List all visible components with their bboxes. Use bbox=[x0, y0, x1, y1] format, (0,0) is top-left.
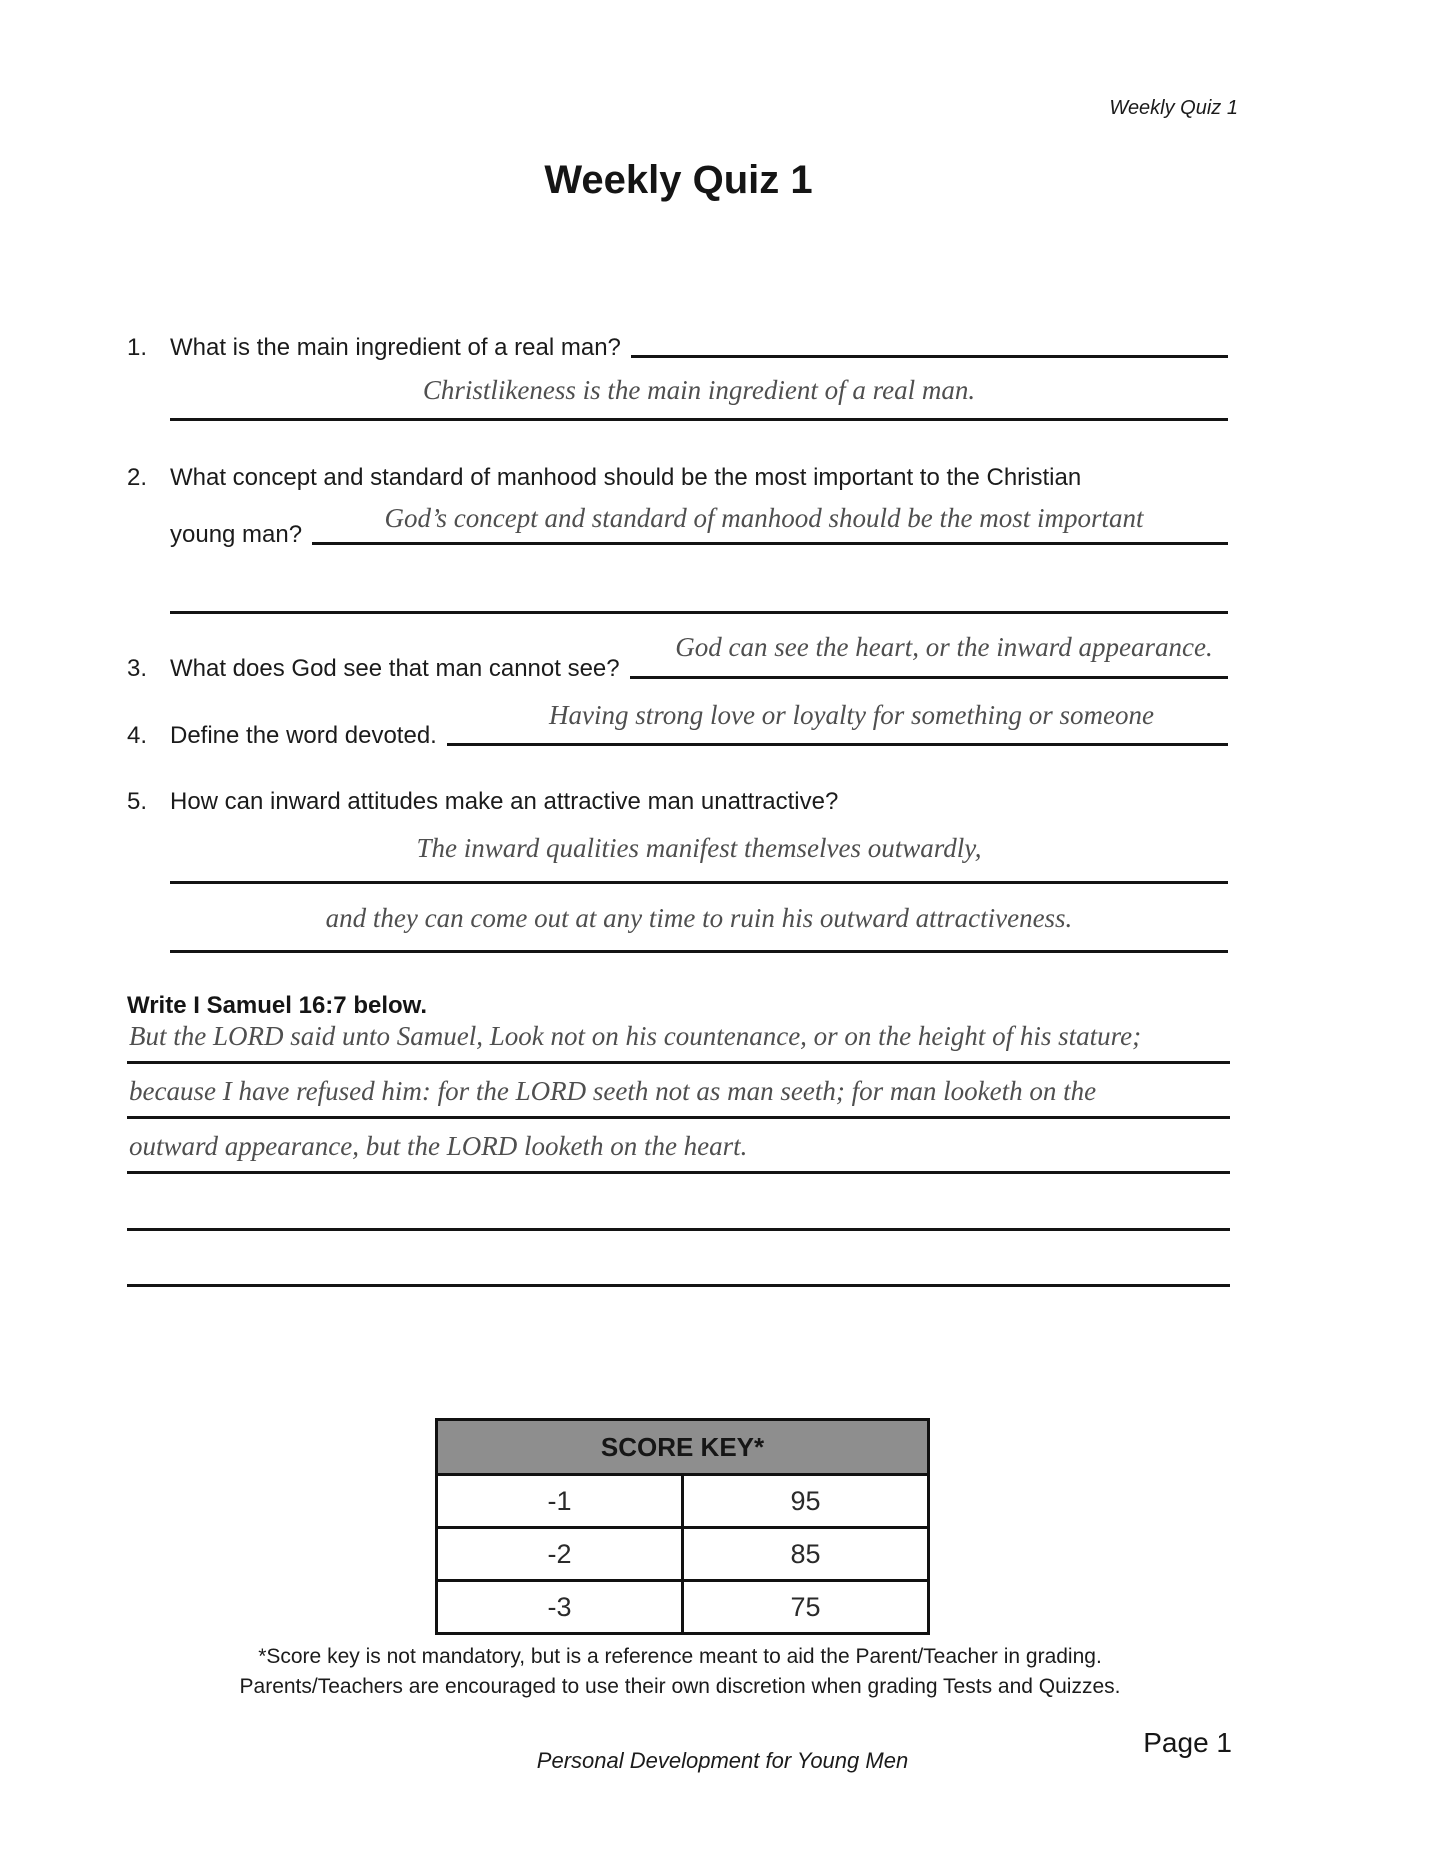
running-header: Weekly Quiz 1 bbox=[1109, 97, 1238, 119]
scripture-rule2 bbox=[127, 1116, 1230, 1119]
question-2-continued bbox=[170, 521, 1228, 549]
question-2-text-line2: young man? bbox=[170, 521, 303, 548]
score-key-deduction: -3 bbox=[437, 1581, 683, 1634]
scripture-rule3 bbox=[127, 1171, 1230, 1174]
question-3-answer-blank bbox=[630, 676, 1228, 679]
question-1 bbox=[127, 334, 1228, 362]
score-key-footnote-line2: Parents/Teachers are encouraged to use their own discretion when grading Tests and Quizzes. bbox=[239, 1675, 1121, 1698]
question-5-text: How can inward attitudes make an attractive man unattractive? bbox=[170, 788, 839, 815]
question-5 bbox=[127, 788, 1228, 816]
question-2-number: 2. bbox=[127, 464, 148, 491]
question-3-text: What does God see that man cannot see? bbox=[170, 655, 620, 682]
question-1-answer: Christlikeness is the main ingredient of a real man. bbox=[422, 375, 976, 405]
question-4-answer-blank bbox=[447, 743, 1228, 746]
score-key-title: SCORE KEY* bbox=[437, 1420, 929, 1475]
score-key-table bbox=[435, 1418, 930, 1635]
question-2-text-line1: What concept and standard of manhood should be the most important to the Christian bbox=[170, 464, 1082, 491]
question-4-number: 4. bbox=[127, 722, 148, 749]
question-4-answer: Having strong love or loyalty for something or someone bbox=[549, 700, 1154, 730]
question-5-answer-rule1 bbox=[170, 881, 1228, 884]
page-title: Weekly Quiz 1 bbox=[544, 158, 813, 202]
scripture-heading: Write I Samuel 16:7 below. bbox=[127, 992, 428, 1019]
question-1-answer-line bbox=[170, 418, 1228, 421]
question-3-answer: God can see the heart, or the inward appearance. bbox=[675, 632, 1213, 662]
question-5-answer-line1: The inward qualities manifest themselves outwardly, bbox=[416, 833, 982, 863]
question-2 bbox=[127, 464, 1228, 492]
page-number: Page 1 bbox=[1143, 1727, 1232, 1758]
score-key-deduction: -1 bbox=[437, 1475, 683, 1528]
footer-book-title: Personal Development for Young Men bbox=[536, 1748, 909, 1773]
question-3 bbox=[127, 655, 1228, 683]
question-4-text: Define the word devoted. bbox=[170, 722, 437, 749]
question-1-answer-blank bbox=[631, 355, 1228, 358]
scripture-rule5-empty bbox=[127, 1284, 1230, 1287]
question-1-number: 1. bbox=[127, 334, 148, 361]
score-key-row bbox=[437, 1581, 929, 1634]
score-key-score: 75 bbox=[683, 1581, 929, 1634]
question-2-answer-line bbox=[170, 611, 1228, 614]
scripture-line3: outward appearance, but the LORD looketh on the heart. bbox=[129, 1131, 748, 1161]
question-2-answer: God’s concept and standard of manhood should be the most important bbox=[384, 503, 1144, 533]
scripture-line2: because I have refused him: for the LORD seeth not as man seeth; for man looketh on the bbox=[129, 1076, 1097, 1106]
scripture-rule4-empty bbox=[127, 1228, 1230, 1231]
question-2-answer-blank bbox=[312, 542, 1228, 545]
question-3-number: 3. bbox=[127, 655, 148, 682]
scripture-line1: But the LORD said unto Samuel, Look not on his countenance, or on the height of his stature; bbox=[129, 1021, 1142, 1051]
score-key-header-row bbox=[437, 1420, 929, 1475]
score-key-score: 95 bbox=[683, 1475, 929, 1528]
question-4 bbox=[127, 722, 1228, 750]
question-5-number: 5. bbox=[127, 788, 148, 815]
score-key-row bbox=[437, 1475, 929, 1528]
scripture-rule1 bbox=[127, 1061, 1230, 1064]
question-1-text: What is the main ingredient of a real man? bbox=[170, 334, 621, 361]
score-key-footnote-line1: *Score key is not mandatory, but is a reference meant to aid the Parent/Teacher in grading. bbox=[258, 1645, 1102, 1668]
score-key-row bbox=[437, 1528, 929, 1581]
question-5-answer-rule2 bbox=[170, 950, 1228, 953]
score-key-deduction: -2 bbox=[437, 1528, 683, 1581]
question-5-answer-line2: and they can come out at any time to ruin his outward attractiveness. bbox=[325, 903, 1073, 933]
score-key-score: 85 bbox=[683, 1528, 929, 1581]
